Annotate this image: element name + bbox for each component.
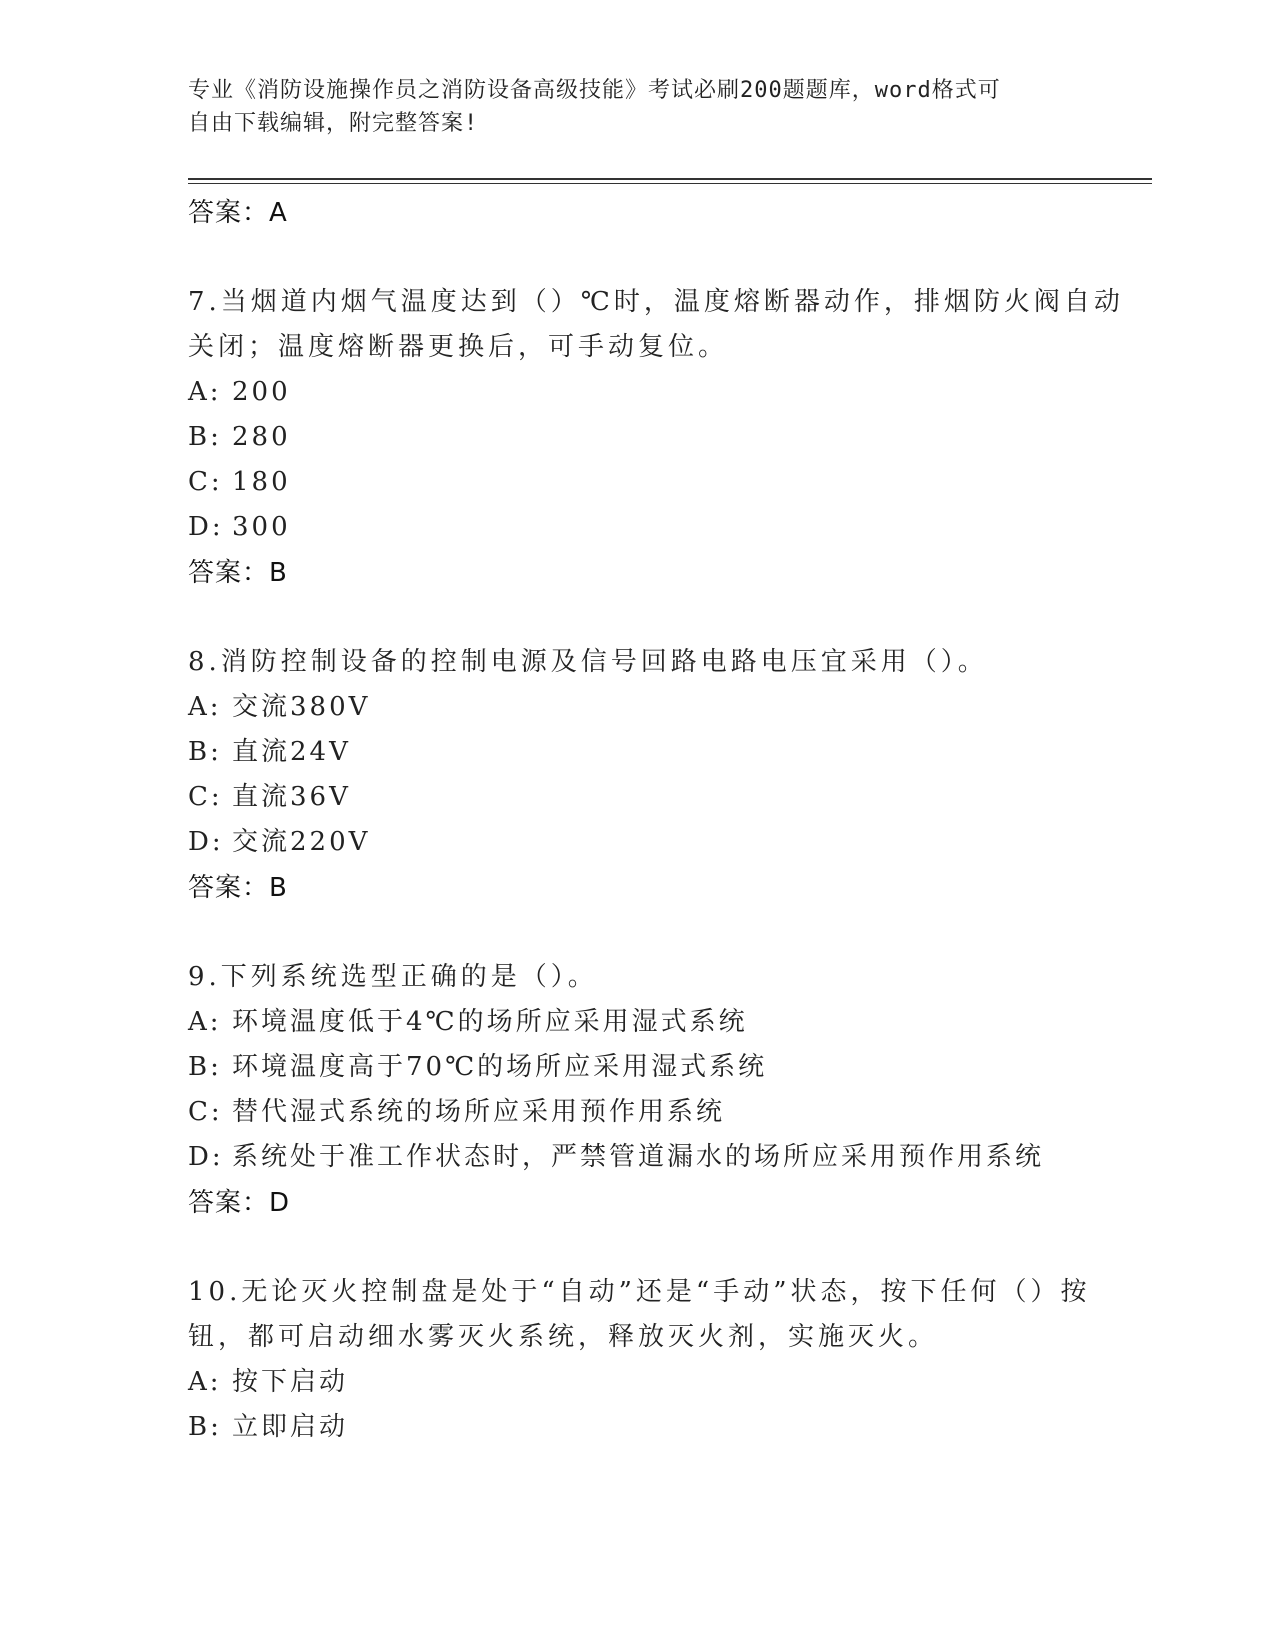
option-text: 环境温度低于4℃的场所应采用湿式系统 — [232, 1007, 748, 1037]
option-a — [188, 685, 1128, 730]
option-key: A: — [188, 1367, 222, 1397]
option-b — [188, 1405, 1128, 1450]
option-key: D: — [188, 512, 224, 542]
option-text: 环境温度高于70℃的场所应采用湿式系统 — [232, 1052, 768, 1082]
option-text: 交流220V — [232, 827, 371, 857]
option-key: D: — [188, 1142, 224, 1172]
option-text: 替代湿式系统的场所应采用预作用系统 — [232, 1097, 726, 1127]
question-block-7 — [188, 280, 1128, 596]
option-key: C: — [188, 467, 223, 497]
spacer — [188, 596, 1128, 640]
spacer — [188, 911, 1128, 955]
option-text: 交流380V — [232, 692, 371, 722]
option-text: 立即启动 — [232, 1412, 349, 1442]
option-text: 300 — [232, 512, 291, 542]
header-divider-thick — [188, 178, 1152, 180]
option-text: 直流24V — [232, 737, 351, 767]
question-block-10 — [188, 1270, 1128, 1450]
option-key: B: — [188, 1052, 222, 1082]
option-a — [188, 1360, 1128, 1405]
option-key: A: — [188, 377, 222, 407]
option-key: A: — [188, 1007, 222, 1037]
question-list — [188, 190, 1128, 1450]
option-d — [188, 505, 1128, 550]
option-d — [188, 820, 1128, 865]
option-text: 280 — [232, 422, 291, 452]
option-key: C: — [188, 1097, 223, 1127]
previous-question-answer: 答案：A — [188, 198, 288, 228]
option-text: 直流36V — [232, 782, 351, 812]
question-block-8 — [188, 640, 1128, 911]
option-a — [188, 370, 1128, 415]
option-c — [188, 460, 1128, 505]
option-b — [188, 730, 1128, 775]
question-text: 9.下列系统选型正确的是（）。 — [188, 962, 598, 992]
option-b — [188, 1045, 1128, 1090]
option-text: 180 — [232, 467, 291, 497]
question-block-9 — [188, 955, 1128, 1226]
option-key: C: — [188, 782, 223, 812]
question-answer: 答案：D — [188, 1188, 291, 1218]
option-key: B: — [188, 422, 222, 452]
question-answer: 答案：B — [188, 873, 288, 903]
question-answer: 答案：B — [188, 558, 288, 588]
option-text: 200 — [232, 377, 291, 407]
option-key: B: — [188, 737, 222, 767]
spacer — [188, 236, 1128, 280]
spacer — [188, 1226, 1128, 1270]
option-key: A: — [188, 692, 222, 722]
header-divider-thin — [188, 183, 1152, 184]
option-text: 系统处于准工作状态时，严禁管道漏水的场所应采用预作用系统 — [232, 1142, 1045, 1172]
option-b — [188, 415, 1128, 460]
option-key: B: — [188, 1412, 222, 1442]
option-key: D: — [188, 827, 224, 857]
question-text: 8.消防控制设备的控制电源及信号回路电路电压宜采用（）。 — [188, 647, 988, 677]
header-line-2: 自由下载编辑，附完整答案! — [188, 111, 479, 136]
option-c — [188, 775, 1128, 820]
option-d — [188, 1135, 1128, 1180]
document-header — [188, 74, 1068, 140]
option-a — [188, 1000, 1128, 1045]
option-text: 按下启动 — [232, 1367, 349, 1397]
option-c — [188, 1090, 1128, 1135]
question-text: 10.无论灭火控制盘是处于“自动”还是“手动”状态，按下任何（）按钮，都可启动细水雾灭火系统，释放灭火剂，实施灭火。 — [188, 1277, 1091, 1352]
question-text: 7.当烟道内烟气温度达到（）℃时，温度熔断器动作，排烟防火阀自动关闭；温度熔断器更换后，可手动复位。 — [188, 287, 1124, 362]
header-line-1: 专业《消防设施操作员之消防设备高级技能》考试必刷200题题库，word格式可 — [188, 78, 1001, 103]
